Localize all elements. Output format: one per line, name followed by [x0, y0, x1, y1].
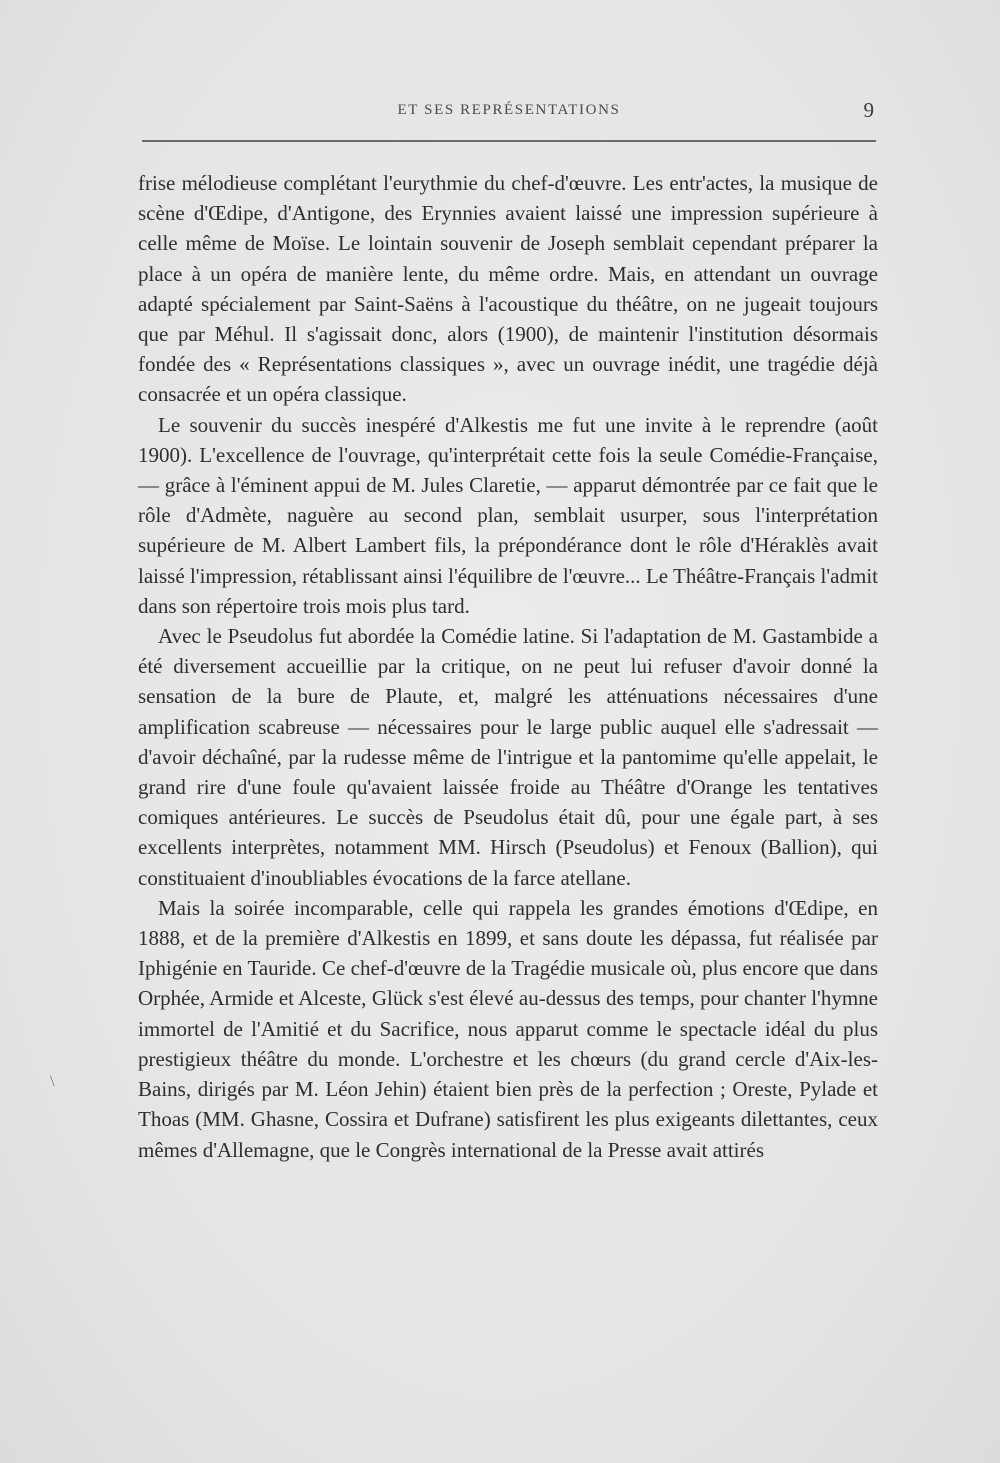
page-number: 9 — [863, 98, 874, 122]
paragraph-4: Mais la soirée incomparable, celle qui rappela les grandes émotions d'Œdipe, en 1888, et de la première d'Alkestis en 1899, et sans doute les dépassa, fut réalisée par Iphigénie en Tauride. Ce chef-d'œuvre de la Tragédie musicale où, plus encore que dans Orphée, Armide et Alceste, Glück s'est élevé au-dessus des temps, pour chanter l'hymne immortel de l'Amitié et du Sacrifice, nous apparut comme le spectacle idéal du plus prestigieux théâtre du monde. L'orchestre et les chœurs (du grand cercle d'Aix-les-Bains, dirigés par M. Léon Jehin) étaient bien près de la perfection ; Oreste, Pylade et Thoas (MM. Ghasne, Cossira et Dufrane) satisfirent les plus exigeants dilettantes, ceux mêmes d'Allemagne, que le Congrès international de la Presse avait attirés — [138, 895, 878, 1162]
header-rule — [142, 140, 876, 142]
running-title: ET SES REPRÉSENTATIONS — [397, 102, 621, 118]
paragraph-3: Avec le Pseudolus fut abordée la Comédie latine. Si l'adaptation de M. Gastambide a été diversement accueillie par la critique, on ne peut lui refuser d'avoir donné la sensation de la bure de Plaute, et, malgré les atténuations nécessaires d'une amplification scabreuse — nécessaires pour le large public auquel elle s'adressait — d'avoir déchaîné, par la rudesse même de l'intrigue et la pantomime qu'elle appelait, le grand rire d'une foule qu'avaient laissée froide au Théâtre d'Orange les tentatives comiques antérieures. Le succès de Pseudolus était dû, pour une égale part, à ses excellents interprètes, notamment MM. Hirsch (Pseudolus) et Fenoux (Ballion), qui constituaient d'inoubliables évocations de la farce atellane. — [138, 624, 878, 890]
paragraph-2: Le souvenir du succès inespéré d'Alkestis me fut une invite à le reprendre (août 1900). L'excellence de l'ouvrage, qu'interprétait cette fois la seule Comédie-Française, — grâce à l'éminent appui de M. Jules Claretie, — apparut démontrée par ce fait que le rôle d'Admète, naguère au second plan, semblait usurper, sous l'interprétation supérieure de M. Albert Lambert fils, la prépondérance dont le rôle d'Héraklès avait laissé l'impression, rétablissant ainsi l'équilibre de l'œuvre... Le Théâtre-Français l'admit dans son répertoire trois mois plus tard. — [138, 412, 878, 618]
margin-mark: \ — [50, 1073, 55, 1090]
running-header — [140, 98, 878, 128]
body-text — [138, 168, 878, 1165]
paragraph-1: frise mélodieuse complétant l'eurythmie du chef-d'œuvre. Les entr'actes, la musique de scène d'Œdipe, d'Antigone, des Erynnies avaient laissé une impression supérieure à celle même de Moïse. Le lointain souvenir de Joseph semblait cependant préparer la place à un opéra de manière lente, du même ordre. Mais, en attendant un ouvrage adapté spécialement par Saint-Saëns à l'acoustique du théâtre, on ne jugeait toujours que par Méhul. Il s'agissait donc, alors (1900), de maintenir l'institution désormais fondée des « Représentations classiques », avec un ouvrage inédit, une tragédie déjà consacrée et un opéra classique. — [138, 171, 878, 407]
